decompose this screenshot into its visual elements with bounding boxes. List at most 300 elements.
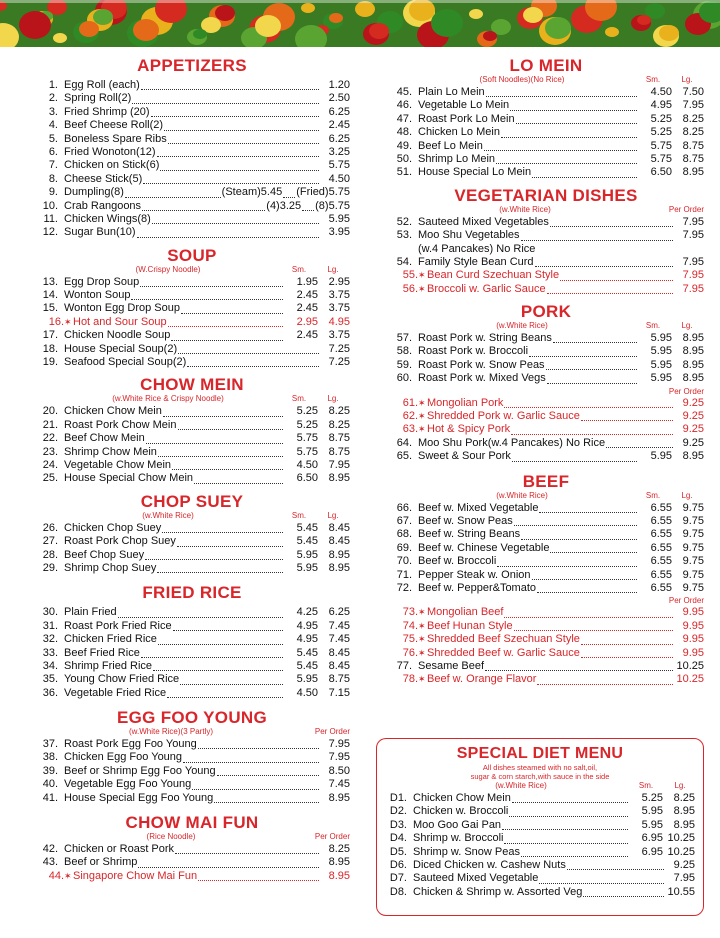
item-name: Vegetable Lo Mein — [418, 99, 510, 112]
dot-leader — [177, 546, 283, 547]
item-name: Roast Pork Fried Rice — [64, 619, 172, 632]
item-price-small: 4.95 — [296, 619, 318, 632]
menu-section — [378, 302, 704, 464]
item-number: 19. — [42, 356, 58, 369]
menu-item — [24, 687, 350, 700]
dot-leader — [157, 156, 319, 157]
item-price-small: 5.95 — [296, 548, 318, 561]
dot-leader — [514, 525, 637, 526]
item-price-large: 8.45 — [328, 521, 350, 534]
item-name: Shrimp Chop Suey — [64, 561, 157, 574]
item-name: Chicken Chow Mein — [413, 792, 511, 804]
item-price: 8.50 — [328, 764, 350, 777]
item-name: Chicken & Shrimp w. Assorted Veg — [413, 885, 583, 898]
item-price-large: 9.75 — [682, 568, 704, 581]
item-number: 78. — [402, 673, 418, 686]
menu-item — [24, 119, 350, 132]
item-price-small: 4.50 — [296, 458, 318, 471]
menu-item — [24, 522, 350, 535]
item-price-large: 8.95 — [682, 450, 704, 463]
item-price-large: 7.50 — [682, 86, 704, 98]
item-name: Beef w. Mixed Vegetable — [418, 501, 539, 514]
item-number: 36. — [42, 686, 58, 699]
item-number: 55. — [402, 269, 418, 282]
item-name: Vegetable Chow Mein — [64, 458, 172, 471]
menu-item — [377, 819, 695, 832]
menu-item — [377, 832, 695, 845]
item-number: 47. — [396, 112, 412, 125]
special-diet-menu-box — [376, 738, 704, 916]
dot-leader — [502, 829, 628, 830]
item-price-large: 7.15 — [328, 686, 350, 699]
special-diet-subheader — [377, 781, 703, 792]
menu-item — [378, 437, 704, 450]
item-number: 72. — [396, 581, 412, 594]
item-price-large: 6.25 — [328, 606, 350, 619]
item-price-small: 5.95 — [650, 372, 672, 385]
item-number: 76. — [402, 646, 418, 659]
item-price-alt: (4)3.25 — [266, 199, 302, 212]
menu-item — [377, 859, 695, 872]
item-price-large: 7.95 — [682, 99, 704, 112]
item-number: 16. — [48, 315, 64, 328]
item-name: Beef w. Snow Peas — [418, 514, 513, 527]
item-number: 60. — [396, 372, 412, 385]
item-price-large: 8.25 — [682, 126, 704, 139]
menu-item — [24, 92, 350, 105]
item-number: D3. — [389, 818, 407, 831]
size-large-header: Lg. — [681, 75, 693, 84]
size-large-header: Lg. — [327, 510, 339, 520]
menu-item — [24, 870, 350, 883]
dot-leader — [192, 789, 319, 790]
section-subheader — [24, 394, 350, 405]
item-number: 14. — [42, 289, 58, 302]
item-name: Roast Pork Egg Foo Young — [64, 738, 197, 751]
item-price: 2.50 — [328, 92, 350, 105]
item-number: 9. — [48, 186, 58, 199]
section-note: (w.White Rice & Crispy Noodle) — [112, 394, 224, 404]
dot-leader — [504, 843, 628, 844]
item-name: Bean Curd Szechuan Style — [427, 269, 560, 282]
menu-item — [378, 166, 704, 179]
item-number: 4. — [48, 119, 58, 132]
menu-section — [378, 186, 704, 296]
menu-item — [24, 535, 350, 548]
dot-leader — [168, 143, 319, 144]
item-name: Mongolian Beef — [427, 606, 504, 619]
menu-item — [24, 765, 350, 778]
menu-item — [378, 153, 704, 166]
section-note: (w.White Rice) — [496, 321, 548, 331]
item-name: Mongolian Pork — [427, 396, 504, 409]
menu-item — [378, 528, 704, 541]
menu-item — [378, 660, 704, 673]
item-price-small: 5.45 — [296, 535, 318, 548]
per-order-header: Per Order — [668, 596, 704, 606]
item-price-large: 8.45 — [328, 535, 350, 548]
item-number: 62. — [402, 410, 418, 423]
item-name: Vegetable Fried Rice — [64, 686, 167, 699]
item-price: 1.20 — [328, 79, 350, 91]
item-price: 7.95 — [682, 282, 704, 295]
special-diet-title: SPECIAL DIET MENU — [456, 745, 624, 762]
item-price: 9.95 — [682, 633, 704, 646]
item-number: 25. — [42, 472, 58, 485]
menu-item — [24, 79, 350, 92]
item-name: Beef w. Orange Flavor — [427, 673, 537, 686]
item-name: Sauteed Mixed Vegetables — [418, 215, 549, 228]
menu-item — [24, 620, 350, 633]
item-number: D8. — [389, 885, 407, 898]
item-name: Roast Pork w. String Beans — [418, 332, 552, 345]
item-number: 63. — [402, 423, 418, 436]
menu-item — [378, 99, 704, 112]
menu-item — [24, 133, 350, 146]
item-name: Shrimp Chow Mein — [64, 445, 157, 458]
item-price: 7.25 — [328, 342, 350, 355]
item-price-small: 6.95 — [641, 845, 663, 858]
per-order-header: Per Order — [314, 832, 350, 842]
section-note: (Rice Noodle) — [146, 832, 196, 842]
item-price-large: 7.95 — [328, 458, 350, 471]
item-number: 22. — [42, 432, 58, 445]
item-name: Beef Cheese Roll(2) — [64, 119, 164, 132]
dot-leader — [521, 240, 673, 241]
item-price-small: 6.55 — [650, 528, 672, 541]
section-title: CHOP SUEY — [140, 491, 244, 511]
item-price: 9.25 — [682, 410, 704, 423]
item-number: 11. — [43, 212, 58, 225]
item-number: 45. — [396, 86, 412, 98]
item-number: 8. — [48, 172, 58, 185]
item-price-small: 5.95 — [641, 805, 663, 818]
chili-pepper-icon: ✶ — [418, 634, 426, 645]
dot-leader — [501, 137, 637, 138]
item-number: 48. — [396, 126, 412, 139]
item-name: Roast Pork Lo Mein — [418, 112, 515, 125]
item-number: 39. — [42, 764, 58, 777]
item-number: 34. — [42, 659, 58, 672]
menu-item — [24, 329, 350, 342]
menu-item — [378, 410, 704, 423]
item-name: Hot & Spicy Pork — [427, 423, 511, 436]
dot-leader — [131, 299, 283, 300]
item-number: 51. — [396, 166, 412, 179]
menu-item — [24, 302, 350, 315]
item-name: Shrimp w. Broccoli — [413, 832, 504, 845]
item-price-large: 8.95 — [673, 818, 695, 831]
item-price-small: 2.45 — [296, 289, 318, 302]
item-price-large: 8.25 — [673, 792, 695, 804]
item-number: 33. — [42, 646, 58, 659]
item-number: 35. — [42, 673, 58, 686]
dot-leader — [151, 116, 319, 117]
item-price: 2.45 — [328, 119, 350, 132]
dot-leader — [152, 223, 319, 224]
chili-pepper-icon: ✶ — [418, 607, 426, 618]
item-price-large: 8.95 — [328, 548, 350, 561]
item-price: 5.95 — [328, 212, 350, 225]
menu-section — [24, 375, 350, 485]
item-price: 5.75 — [328, 159, 350, 172]
item-name: Wonton Egg Drop Soup — [64, 302, 180, 315]
dot-leader — [484, 150, 637, 151]
item-number: 57. — [396, 332, 412, 345]
item-number: 27. — [42, 535, 58, 548]
item-price-small: 5.95 — [650, 358, 672, 371]
item-price: 9.25 — [673, 858, 695, 871]
dot-leader — [529, 356, 637, 357]
item-price-large: 8.75 — [682, 152, 704, 165]
size-large-header: Lg. — [327, 264, 339, 274]
menu-item — [24, 660, 350, 673]
section-title: CHOW MAI FUN — [125, 813, 259, 833]
menu-item — [24, 778, 350, 791]
menu-section — [24, 813, 350, 883]
item-name: Shredded Beef Szechuan Style — [427, 633, 580, 646]
menu-item — [24, 343, 350, 356]
item-number: 18. — [42, 342, 58, 355]
item-price: 10.25 — [676, 659, 704, 672]
dot-leader — [162, 532, 283, 533]
dot-leader — [138, 867, 319, 868]
menu-item — [377, 792, 695, 805]
menu-item — [378, 359, 704, 372]
menu-item — [24, 792, 350, 805]
dot-leader — [537, 684, 673, 685]
item-number: 74. — [402, 619, 418, 632]
size-small-header: Sm. — [291, 510, 307, 520]
section-title: CHOW MEIN — [140, 375, 244, 395]
item-number: 50. — [396, 152, 412, 165]
dot-leader — [158, 456, 283, 457]
item-price-small: 5.25 — [650, 112, 672, 125]
item-number: 12. — [42, 226, 58, 239]
item-price: 7.95 — [328, 738, 350, 751]
dot-leader — [178, 353, 319, 354]
item-price-small: 5.75 — [296, 445, 318, 458]
menu-item — [378, 332, 704, 345]
item-price-large: 8.95 — [673, 805, 695, 818]
item-number: 54. — [396, 255, 412, 268]
item-price: 8.95 — [328, 869, 350, 882]
menu-item — [24, 213, 350, 226]
dot-leader — [547, 293, 673, 294]
menu-item — [378, 606, 704, 619]
item-price-alt: (Steam)5.45 — [221, 186, 283, 199]
item-price: 9.25 — [682, 436, 704, 449]
dot-leader — [504, 407, 673, 408]
dot-leader — [581, 420, 673, 421]
section-note: (w.White Rice)(3 Partly) — [128, 727, 213, 737]
item-name: Beef or Shrimp Egg Foo Young — [64, 764, 216, 777]
menu-item — [378, 555, 704, 568]
item-price-small: 1.95 — [296, 275, 318, 288]
section-note: (Soft Noodles)(No Rice) — [479, 75, 565, 84]
item-price: 9.95 — [682, 606, 704, 619]
menu-item — [24, 751, 350, 764]
menu-item — [24, 405, 350, 418]
item-number: 66. — [396, 501, 412, 514]
dot-leader — [302, 210, 314, 211]
menu-item — [378, 633, 704, 646]
item-number: 10. — [42, 199, 58, 212]
section-note: (w.White Rice) — [495, 781, 547, 790]
item-name: Roast Pork w. Broccoli — [418, 345, 529, 358]
vegetable-banner-image — [0, 0, 720, 47]
item-price: 7.95 — [682, 229, 704, 242]
chili-pepper-icon: ✶ — [64, 316, 72, 327]
dot-leader — [181, 313, 283, 314]
section-subheader — [24, 265, 350, 276]
dot-leader — [546, 369, 637, 370]
special-diet-note: sugar & corn starch,with sauce in the side — [470, 772, 610, 781]
item-name: Beef Hunan Style — [427, 619, 513, 632]
dot-leader — [198, 748, 319, 749]
item-price-small: 2.45 — [296, 302, 318, 315]
menu-section — [24, 708, 350, 805]
per-order-header: Per Order — [668, 204, 704, 214]
menu-item — [24, 146, 350, 159]
menu-item — [378, 86, 704, 99]
menu-item — [378, 502, 704, 515]
item-name: Beef w. Chinese Vegetable — [418, 541, 550, 554]
item-price-small: 6.50 — [296, 472, 318, 485]
menu-section — [378, 472, 704, 687]
menu-item — [24, 226, 350, 239]
item-price-small: 6.55 — [650, 555, 672, 568]
section-subheader — [378, 75, 704, 86]
per-order-header: Per Order — [668, 386, 704, 396]
dot-leader — [194, 483, 283, 484]
item-price-small: 4.95 — [296, 633, 318, 646]
size-large-header: Lg. — [674, 781, 686, 790]
item-name: Spring Roll(2) — [64, 92, 132, 105]
item-name: Sweet & Sour Pork — [418, 450, 511, 463]
item-number: D4. — [389, 832, 407, 845]
item-name: Beef w. Pepper&Tomato — [418, 581, 537, 594]
item-price: 7.95 — [328, 751, 350, 764]
dot-leader — [510, 110, 637, 111]
chili-pepper-icon: ✶ — [418, 283, 426, 294]
item-price-small: 6.50 — [650, 166, 672, 179]
item-name: Beef Chop Suey — [64, 548, 145, 561]
item-name: Beef w. String Beans — [418, 528, 521, 541]
item-price: (8)5.75 — [315, 199, 350, 212]
item-price-small: 4.95 — [650, 99, 672, 112]
dot-leader — [141, 89, 319, 90]
menu-item — [378, 673, 704, 686]
menu-item — [378, 515, 704, 528]
dot-leader — [553, 342, 637, 343]
dot-leader — [125, 197, 221, 198]
item-name: Shredded Beef w. Garlic Sauce — [427, 646, 580, 659]
chili-pepper-icon: ✶ — [418, 424, 426, 435]
item-number: D1. — [389, 792, 407, 804]
menu-item — [378, 620, 704, 633]
menu-item — [378, 216, 704, 229]
item-price-small: 6.55 — [650, 541, 672, 554]
item-number: 53. — [396, 229, 412, 242]
item-price-small: 6.55 — [650, 581, 672, 594]
item-name: Singapore Chow Mai Fun — [73, 869, 198, 882]
dot-leader — [583, 896, 664, 897]
section-subheader — [378, 205, 704, 216]
item-name: Shredded Pork w. Garlic Sauce — [427, 410, 580, 423]
left-menu-column — [24, 56, 350, 883]
dot-leader — [496, 163, 637, 164]
item-name: Seafood Special Soup(2) — [64, 356, 187, 369]
item-price-large: 9.75 — [682, 581, 704, 594]
size-large-header: Lg. — [327, 394, 339, 404]
item-price-small: 5.95 — [650, 345, 672, 358]
dot-leader — [198, 880, 319, 881]
menu-item — [24, 843, 350, 856]
item-price-large: 9.75 — [682, 514, 704, 527]
item-name: Young Chow Fried Rice — [64, 673, 180, 686]
item-price: 8.95 — [328, 856, 350, 869]
section-title: BEEF — [522, 471, 570, 491]
menu-item — [24, 472, 350, 485]
item-name: Vegetable Egg Foo Young — [64, 778, 192, 791]
menu-item — [24, 459, 350, 472]
item-price-large: 8.75 — [328, 673, 350, 686]
section-note: (W.Crispy Noodle) — [135, 264, 201, 274]
item-name: Boneless Spare Ribs — [64, 132, 167, 145]
item-name: Plain Lo Mein — [418, 86, 485, 98]
item-number: 59. — [396, 358, 412, 371]
menu-item — [378, 647, 704, 660]
dot-leader — [581, 644, 673, 645]
item-price-large: 4.95 — [328, 315, 350, 328]
menu-item — [24, 562, 350, 575]
item-number: 46. — [396, 99, 412, 112]
section-note: (w.White Rice) — [496, 490, 548, 500]
item-number: 73. — [402, 606, 418, 619]
dot-leader — [137, 237, 319, 238]
chili-pepper-icon: ✶ — [418, 411, 426, 422]
item-price: 7.45 — [328, 778, 350, 791]
item-price-small: 5.95 — [650, 332, 672, 345]
item-name: Plain Fried — [64, 606, 117, 619]
item-price-large: 10.25 — [667, 832, 695, 845]
item-price: 9.95 — [682, 646, 704, 659]
special-diet-items — [377, 792, 703, 899]
menu-item — [378, 595, 704, 606]
item-price: 9.25 — [682, 423, 704, 436]
menu-item — [378, 372, 704, 385]
item-name: House Special Chow Mein — [64, 472, 194, 485]
item-name: Chicken Noodle Soup — [64, 329, 171, 342]
item-number: 67. — [396, 514, 412, 527]
item-price-large: 8.95 — [682, 166, 704, 179]
item-number: 5. — [48, 132, 58, 145]
item-number: 69. — [396, 541, 412, 554]
item-price: (Fried)5.75 — [296, 186, 350, 199]
item-price: 6.25 — [328, 105, 350, 118]
dot-leader — [187, 366, 319, 367]
item-number: 61. — [402, 396, 418, 409]
item-price-large: 8.45 — [328, 646, 350, 659]
dot-leader — [550, 552, 637, 553]
item-price-small: 5.75 — [650, 152, 672, 165]
item-number: 42. — [42, 843, 58, 856]
item-price-small: 6.55 — [650, 514, 672, 527]
item-name: Chicken w. Broccoli — [413, 805, 509, 818]
item-name: Chicken Fried Rice — [64, 633, 157, 646]
dot-leader — [214, 802, 319, 803]
